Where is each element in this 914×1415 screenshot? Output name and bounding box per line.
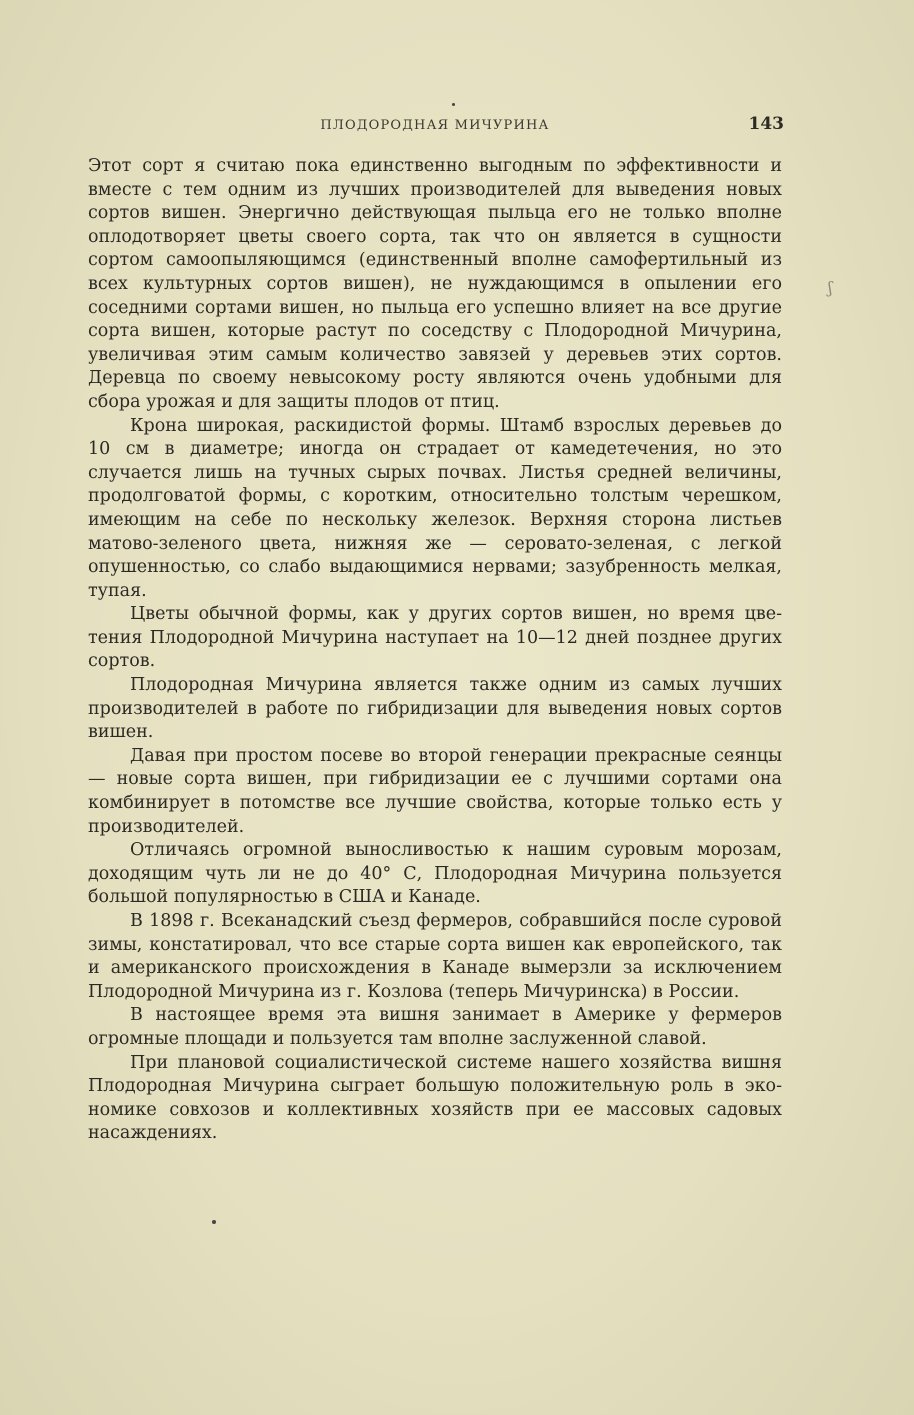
paragraph: Давая при простом посеве во второй генерации прекрасные сеянцы — новые сорта вишен, при гибридизации ее с лучшими сортами она комбинирует в потомстве все лучшие свойства, которые только есть у производителей. bbox=[88, 745, 782, 837]
paragraph: В настоящее время эта вишня занимает в Америке у фермеров огромные площади и пользуется там вполне заслуженной славой. bbox=[88, 1005, 782, 1049]
paragraph: Плодородная Мичурина является также одним из самых лучших производителей в работе по гибридизации для выведения новых сортов вишен. bbox=[88, 675, 782, 743]
page-header bbox=[88, 114, 782, 138]
print-speck bbox=[452, 103, 455, 106]
paragraph: Отличаясь огромной выносливостью к нашим суровым морозам, доходящим чуть ли не до 40° С, Плодородная Мичурина пользуется большой популярностью в США и Канаде. bbox=[88, 840, 782, 908]
margin-pencil-mark: ʃ bbox=[828, 278, 833, 297]
paragraph: В 1898 г. Всеканадский съезд фермеров, собравшийся после суровой зимы, констатировал, что все старые сорта вишен как европейского, так и американского происхождения в Канаде вымерзли за исключением Плодородной Мичурина из г. Козлова (теперь Мичуринска) в России. bbox=[88, 911, 782, 1002]
paragraph: Этот сорт я считаю пока единственно выгодным по эффективности и вместе с тем одним из лучших производителей для выведения новых сортов вишен. Энергично действующая пыльца его не только вполне оплодотворяет цветы своего сорта, так что он является в сущности сортом самоопыляющимся (единственный вполне самофертильный из всех культурных сортов вишен), не нуждающимся в опылении его соседними сортами вишен, но пыльца его успешно влияет на все другие сорта вишен, которые растут по соседству с Плодородной Мичурина, увеличивая этим самым количество завязей у деревьев этих сортов. Деревца по своему невысокому росту являются очень удобными для сбора урожая и для защиты плодов от птиц. bbox=[88, 156, 782, 412]
running-title: ПЛОДОРОДНАЯ МИЧУРИНА bbox=[320, 118, 550, 133]
paragraph: При плановой социалистической системе нашего хозяйства вишня Плодородная Мичурина сыграет большую положительную роль в экономике совхозов и коллективных хозяйств при ее массовых садовых насаждениях. bbox=[88, 1052, 782, 1144]
paragraph: Крона широкая, раскидистой формы. Штамб взрослых деревьев до 10 см в диаметре; иногда он страдает от камедетечения, но это случается лишь на тучных сырых почвах. Листья средней величины, продолговатой формы, с коротким, относительно толстым черешком, имеющим на себе по нескольку железок. Верхняя сторона листьев матово-зеленого цвета, нижняя же — серовато-зеленая, с легкой опушенностью, со слабо выдающимися нервами; зазубренность мелкая, тупая. bbox=[88, 415, 782, 601]
body-text bbox=[88, 155, 782, 1146]
print-speck bbox=[212, 1220, 216, 1224]
page-number: 143 bbox=[748, 114, 784, 134]
paragraph: Цветы обычной формы, как у других сортов вишен, но время цветения Плодородной Мичурина наступает на 10—12 дней позднее других сортов. bbox=[88, 604, 782, 672]
